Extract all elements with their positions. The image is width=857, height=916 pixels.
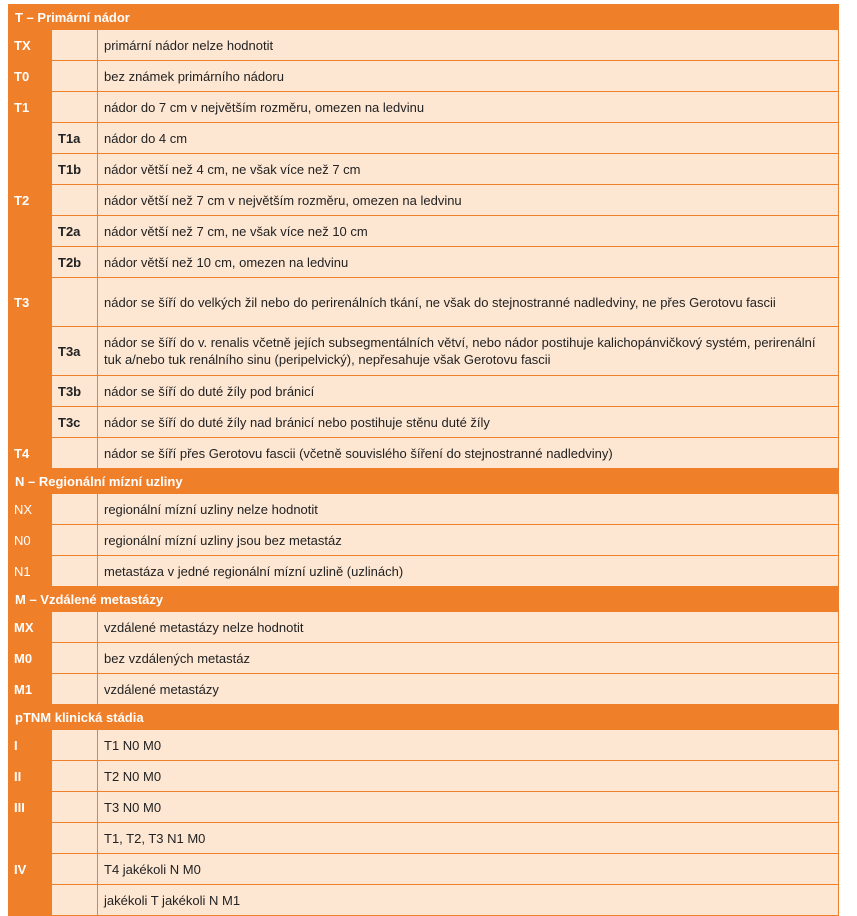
table-row — [9, 185, 839, 216]
stage-description: nádor větší než 10 cm, omezen na ledvinu — [98, 247, 839, 278]
section-title: pTNM klinická stádia — [9, 705, 839, 730]
stage-description: metastáza v jedné regionální mízní uzlině (uzlinách) — [98, 556, 839, 587]
table-row — [9, 30, 839, 61]
stage-code: IV — [9, 854, 52, 885]
stage-code: N1 — [9, 556, 52, 587]
stage-code: M0 — [9, 643, 52, 674]
substage-code: T1a — [52, 123, 98, 154]
stage-code — [9, 885, 52, 916]
stage-code: MX — [9, 612, 52, 643]
section-title: N – Regionální mízní uzliny — [9, 469, 839, 494]
table-row — [9, 247, 839, 278]
table-row — [9, 612, 839, 643]
stage-code: T0 — [9, 61, 52, 92]
stage-description: bez vzdálených metastáz — [98, 643, 839, 674]
stage-code — [9, 823, 52, 854]
substage-code — [52, 792, 98, 823]
substage-code — [52, 185, 98, 216]
stage-description: T1 N0 M0 — [98, 730, 839, 761]
stage-code — [9, 154, 52, 185]
tnm-classification-table — [8, 4, 839, 916]
substage-code — [52, 885, 98, 916]
stage-description: regionální mízní uzliny jsou bez metastáz — [98, 525, 839, 556]
stage-code: N0 — [9, 525, 52, 556]
substage-code — [52, 556, 98, 587]
stage-description: T2 N0 M0 — [98, 761, 839, 792]
substage-code: T3b — [52, 376, 98, 407]
substage-code — [52, 494, 98, 525]
table-row — [9, 494, 839, 525]
stage-description: nádor se šíří do duté žíly nad bránicí nebo postihuje stěnu duté žíly — [98, 407, 839, 438]
stage-description: nádor větší než 4 cm, ne však více než 7 cm — [98, 154, 839, 185]
substage-code: T3a — [52, 327, 98, 376]
table-row — [9, 792, 839, 823]
substage-code — [52, 823, 98, 854]
stage-description: T3 N0 M0 — [98, 792, 839, 823]
table-row — [9, 438, 839, 469]
substage-code — [52, 438, 98, 469]
table-row — [9, 730, 839, 761]
substage-code — [52, 730, 98, 761]
section-header-ptnm — [9, 705, 839, 730]
stage-code: NX — [9, 494, 52, 525]
stage-description: bez známek primárního nádoru — [98, 61, 839, 92]
stage-code: III — [9, 792, 52, 823]
stage-code — [9, 327, 52, 376]
table-row — [9, 643, 839, 674]
stage-description: nádor se šíří přes Gerotovu fascii (včetně souvislého šíření do stejnostranné nadledviny) — [98, 438, 839, 469]
section-header-n — [9, 469, 839, 494]
stage-code: T2 — [9, 185, 52, 216]
substage-code — [52, 674, 98, 705]
section-title: T – Primární nádor — [9, 5, 839, 30]
stage-code: I — [9, 730, 52, 761]
substage-code: T3c — [52, 407, 98, 438]
substage-code — [52, 30, 98, 61]
table-row — [9, 154, 839, 185]
table-row — [9, 674, 839, 705]
stage-code: II — [9, 761, 52, 792]
table-row — [9, 854, 839, 885]
substage-code — [52, 761, 98, 792]
stage-code: T1 — [9, 92, 52, 123]
substage-code — [52, 92, 98, 123]
substage-code — [52, 61, 98, 92]
stage-description: nádor do 7 cm v největším rozměru, omezen na ledvinu — [98, 92, 839, 123]
stage-description: regionální mízní uzliny nelze hodnotit — [98, 494, 839, 525]
substage-code — [52, 854, 98, 885]
table-row — [9, 92, 839, 123]
table-row — [9, 123, 839, 154]
stage-description: vzdálené metastázy — [98, 674, 839, 705]
stage-description: T1, T2, T3 N1 M0 — [98, 823, 839, 854]
substage-code: T1b — [52, 154, 98, 185]
stage-description: T4 jakékoli N M0 — [98, 854, 839, 885]
stage-code: M1 — [9, 674, 52, 705]
stage-description: nádor se šíří do velkých žil nebo do perirenálních tkání, ne však do stejnostranné nadledviny, ne přes Gerotovu fascii — [98, 278, 839, 327]
stage-description: nádor větší než 7 cm, ne však více než 10 cm — [98, 216, 839, 247]
substage-code — [52, 643, 98, 674]
stage-description: vzdálené metastázy nelze hodnotit — [98, 612, 839, 643]
section-header-t — [9, 5, 839, 30]
table-row — [9, 556, 839, 587]
substage-code — [52, 612, 98, 643]
stage-description: jakékoli T jakékoli N M1 — [98, 885, 839, 916]
substage-code — [52, 525, 98, 556]
substage-code — [52, 278, 98, 327]
stage-code — [9, 376, 52, 407]
section-header-m — [9, 587, 839, 612]
stage-description: nádor se šíří do duté žíly pod bránicí — [98, 376, 839, 407]
table-row — [9, 278, 839, 327]
stage-code: T3 — [9, 278, 52, 327]
stage-code: TX — [9, 30, 52, 61]
table-row — [9, 376, 839, 407]
stage-code — [9, 407, 52, 438]
stage-code — [9, 123, 52, 154]
table-row — [9, 407, 839, 438]
substage-code: T2b — [52, 247, 98, 278]
stage-code: T4 — [9, 438, 52, 469]
section-title: M – Vzdálené metastázy — [9, 587, 839, 612]
table-row — [9, 327, 839, 376]
table-row — [9, 61, 839, 92]
stage-description: nádor do 4 cm — [98, 123, 839, 154]
table-row — [9, 216, 839, 247]
table-row — [9, 823, 839, 854]
stage-code — [9, 216, 52, 247]
table-row — [9, 761, 839, 792]
stage-description: primární nádor nelze hodnotit — [98, 30, 839, 61]
stage-code — [9, 247, 52, 278]
substage-code: T2a — [52, 216, 98, 247]
stage-description: nádor větší než 7 cm v největším rozměru, omezen na ledvinu — [98, 185, 839, 216]
table-row — [9, 885, 839, 916]
table-row — [9, 525, 839, 556]
tnm-classification-table-wrapper — [8, 4, 838, 916]
stage-description: nádor se šíří do v. renalis včetně jejích subsegmentálních větví, nebo nádor postihuje kalichopánvičkový systém, perirenální tuk a/nebo tuk renálního sinu (peripelvický), nepřesahuje však Gerotovu fascii — [98, 327, 839, 376]
